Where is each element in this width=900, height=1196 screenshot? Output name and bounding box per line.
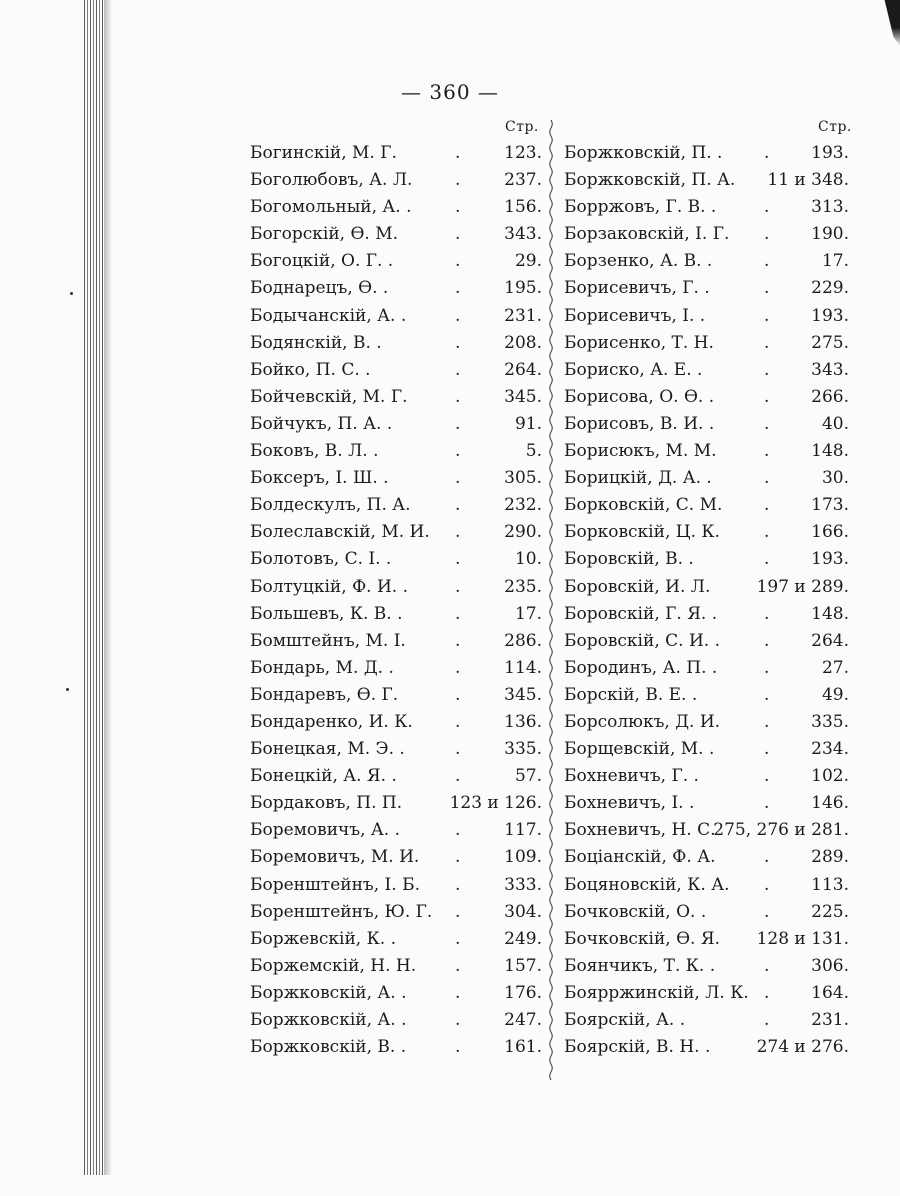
entry-page-number: 313. [811,197,849,218]
entry-page-number: 29. [514,251,542,272]
index-entry [250,736,542,763]
scan-corner-mark [878,0,900,46]
index-entry [564,357,849,384]
entry-page-number: 157. [504,955,542,976]
entry-page-number: 274 и 276. [756,1037,849,1058]
index-entry [564,980,849,1007]
entry-page-number: 333. [504,874,542,895]
index-entry [250,275,542,302]
entry-name: Борщевскій, М. . [564,739,715,760]
entry-page-number: 190. [811,224,849,245]
entry-leader-dot: . [764,441,770,462]
entry-name: Богорскій, Ѳ. М. [250,224,399,245]
index-entry [564,872,849,899]
entry-page-number: 231. [811,1010,849,1030]
entry-page-number: 235. [504,576,542,597]
entry-leader-dot: . [455,1037,461,1058]
index-entry [250,628,542,655]
entry-leader-dot: . [764,197,770,218]
entry-page-number: 156. [504,197,542,218]
entry-page-number: 237. [504,170,542,191]
left-column-header: Стр. [505,119,539,135]
entry-page-number: 345. [504,386,542,407]
entry-page-number: 148. [811,441,849,462]
entry-page-number: 109. [504,847,542,868]
index-entry [564,709,849,736]
entry-page-number: 264. [811,630,849,651]
entry-page-number: 117. [504,820,542,841]
entry-name: Боянчикъ, Т. К. . [564,955,716,976]
right-index-column [564,140,849,1061]
index-entry [250,844,542,871]
index-entry [564,438,849,465]
entry-name: Боровскій, С. И. . [564,630,720,651]
entry-leader-dot: . [764,143,770,163]
index-entry [564,1007,849,1034]
entry-leader-dot: . [764,793,770,814]
entry-page-number: 345. [504,684,542,705]
index-entry [564,303,849,330]
entry-name: Боровскій, И. Л. [564,576,711,597]
entry-page-number: 197 и 289. [756,576,849,597]
entry-page-number: 193. [811,549,849,570]
entry-page-number: 305. [504,468,542,489]
scan-speck [70,292,73,295]
entry-page-number: 343. [811,359,849,380]
entry-leader-dot: . [764,982,770,1003]
entry-leader-dot: . [455,901,461,922]
entry-name: Борковскій, С. М. [564,495,723,516]
entry-leader-dot: . [455,874,461,895]
entry-leader-dot: . [455,739,461,760]
entry-name: Боремовичъ, А. . [250,820,400,841]
entry-page-number: 30. [821,468,849,489]
entry-page-number: 102. [811,766,849,787]
index-entry [250,303,542,330]
entry-leader-dot: . [455,332,461,353]
entry-name: Боцяновскій, К. А. [564,874,730,895]
index-entry [250,872,542,899]
book-binding-edge [84,0,104,1175]
entry-page-number: 193. [811,143,849,163]
entry-leader-dot: . [764,522,770,543]
index-entry [564,221,849,248]
entry-leader-dot: . [455,495,461,516]
entry-leader-dot: . [764,657,770,678]
entry-page-number: 91. [514,413,542,434]
entry-name: Бомштейнъ, М. І. [250,630,406,651]
entry-name: Борисюкъ, М. М. [564,441,717,462]
entry-name: Бохневичъ, І. . [564,793,695,814]
entry-leader-dot: . [764,549,770,570]
entry-leader-dot: . [764,386,770,407]
page-number: — 360 — [401,80,499,104]
entry-page-number: 5. [525,441,542,462]
entry-name: Боржевскій, К. . [250,928,396,949]
entry-leader-dot: . [455,170,461,191]
entry-leader-dot: . [455,305,461,326]
entry-name: Боровскій, В. . [564,549,694,570]
entry-page-number: 335. [504,739,542,760]
column-divider [548,120,554,1080]
entry-name: Боржковскій, П. . [564,143,723,163]
entry-leader-dot: . [455,468,461,489]
entry-leader-dot: . [764,251,770,272]
entry-page-number: 193. [811,305,849,326]
index-entry [564,736,849,763]
entry-leader-dot: . [455,251,461,272]
index-entry [250,1034,542,1061]
entry-leader-dot: . [764,603,770,624]
entry-page-number: 123 и 126. [449,793,542,814]
entry-leader-dot: . [455,955,461,976]
index-entry [250,709,542,736]
index-entry [250,330,542,357]
entry-name: Боржковскій, В. . [250,1037,407,1058]
index-entry [250,926,542,953]
entry-page-number: 343. [504,224,542,245]
entry-page-number: 166. [811,522,849,543]
index-entry [250,546,542,573]
entry-name: Борзенко, А. В. . [564,251,713,272]
entry-name: Бойко, П. С. . [250,359,371,380]
index-entry [250,601,542,628]
entry-name: Борржовъ, Г. В. . [564,197,717,218]
entry-name: Бордаковъ, П. П. [250,793,403,814]
index-entry [250,790,542,817]
scan-speck [66,688,69,691]
entry-leader-dot: . [764,630,770,651]
entry-page-number: 229. [811,278,849,299]
entry-page-number: 49. [821,684,849,705]
entry-name: Боярскій, В. Н. . [564,1037,711,1058]
index-entry [564,574,849,601]
entry-page-number: 289. [811,847,849,868]
entry-leader-dot: . [455,224,461,245]
index-entry [250,763,542,790]
entry-leader-dot: . [455,441,461,462]
index-entry [250,221,542,248]
entry-name: Бориско, А. Е. . [564,359,703,380]
entry-leader-dot: . [455,522,461,543]
entry-leader-dot: . [764,224,770,245]
entry-page-number: 266. [811,386,849,407]
index-entry [250,899,542,926]
entry-name: Борисевичъ, Г. . [564,278,710,299]
entry-page-number: 304. [504,901,542,922]
entry-leader-dot: . [455,684,461,705]
entry-page-number: 161. [504,1037,542,1058]
entry-name: Богомольный, А. . [250,197,412,218]
entry-page-number: 57. [514,766,542,787]
entry-leader-dot: . [455,359,461,380]
entry-leader-dot: . [455,278,461,299]
entry-page-number: 128 и 131. [756,928,849,949]
entry-name: Боярржинскій, Л. К. [564,982,749,1003]
entry-name: Бодянскій, В. . [250,332,382,353]
index-entry [564,194,849,221]
entry-page-number: 114. [504,657,542,678]
entry-name: Болтуцкій, Ф. И. . [250,576,409,597]
index-entry [250,574,542,601]
entry-leader-dot: . [455,549,461,570]
entry-name: Боренштейнъ, Ю. Г. [250,901,433,922]
entry-leader-dot: . [455,657,461,678]
index-entry [250,980,542,1007]
entry-leader-dot: . [455,143,461,163]
entry-page-number: 231. [504,305,542,326]
index-entry [564,1034,849,1061]
entry-page-number: 136. [504,711,542,732]
entry-leader-dot: . [764,305,770,326]
index-entry [564,411,849,438]
index-entry [564,275,849,302]
index-entry [564,655,849,682]
entry-name: Боржемскій, Н. Н. [250,955,417,976]
entry-name: Бородинъ, А. П. . [564,657,718,678]
entry-leader-dot: . [764,711,770,732]
entry-name: Борисовъ, В. И. . [564,413,715,434]
entry-name: Боціанскій, Ф. А. [564,847,716,868]
index-entry [564,384,849,411]
entry-leader-dot: . [764,766,770,787]
entry-page-number: 40. [821,413,849,434]
index-entry [250,1007,542,1034]
entry-name: Боголюбовъ, А. Л. [250,170,413,191]
entry-name: Борсолюкъ, Д. И. [564,711,721,732]
entry-leader-dot: . [764,332,770,353]
entry-page-number: 208. [504,332,542,353]
entry-page-number: 247. [504,1010,542,1030]
binding-shadow [104,0,112,1175]
entry-name: Бодычанскій, А. . [250,305,407,326]
entry-leader-dot: . [764,359,770,380]
entry-leader-dot: . [764,413,770,434]
index-entry [564,492,849,519]
entry-name: Борскій, В. Е. . [564,684,698,705]
entry-page-number: 10. [514,549,542,570]
entry-leader-dot: . [455,603,461,624]
entry-page-number: 264. [504,359,542,380]
entry-name: Борзаковскій, І. Г. [564,224,730,245]
entry-name: Бойчукъ, П. А. . [250,413,393,434]
entry-leader-dot: . [764,847,770,868]
index-entry [250,953,542,980]
entry-name: Бохневичъ, Г. . [564,766,699,787]
entry-name: Бохневичъ, Н. С. [564,820,716,841]
index-entry [564,601,849,628]
index-entry [250,817,542,844]
index-entry [564,546,849,573]
entry-name: Болотовъ, С. І. . [250,549,392,570]
index-entry [250,411,542,438]
entry-leader-dot: . [455,711,461,732]
entry-page-number: 195. [504,278,542,299]
entry-page-number: 275, 276 и 281. [713,820,849,841]
entry-leader-dot: . [455,982,461,1003]
entry-name: Боксеръ, І. Ш. . [250,468,389,489]
entry-name: Боржковскій, А. . [250,1010,407,1030]
entry-leader-dot: . [455,766,461,787]
entry-name: Боярскій, А. . [564,1010,686,1030]
entry-name: Бочковскій, О. . [564,901,707,922]
index-entry [250,519,542,546]
entry-page-number: 17. [514,603,542,624]
entry-page-number: 290. [504,522,542,543]
entry-name: Борисевичъ, І. . [564,305,706,326]
entry-leader-dot: . [455,847,461,868]
entry-name: Бочковскій, Ѳ. Я. [564,928,720,949]
index-entry [250,194,542,221]
entry-leader-dot: . [764,684,770,705]
index-entry [564,790,849,817]
entry-name: Бонецкій, А. Я. . [250,766,397,787]
entry-page-number: 148. [811,603,849,624]
entry-leader-dot: . [455,386,461,407]
entry-page-number: 146. [811,793,849,814]
entry-name: Богинскій, М. Г. [250,143,397,163]
index-entry [250,140,542,167]
entry-page-number: 27. [821,657,849,678]
entry-page-number: 173. [811,495,849,516]
entry-name: Борковскій, Ц. К. [564,522,720,543]
index-entry [564,763,849,790]
entry-name: Боровскій, Г. Я. . [564,603,718,624]
left-index-column [250,140,542,1061]
entry-page-number: 11 и 348. [767,170,849,191]
index-entry [564,926,849,953]
index-entry [564,817,849,844]
entry-name: Борицкій, Д. А. . [564,468,712,489]
entry-name: Болдескулъ, П. А. [250,495,411,516]
index-entry [250,682,542,709]
entry-name: Боковъ, В. Л. . [250,441,379,462]
entry-leader-dot: . [455,413,461,434]
entry-page-number: 176. [504,982,542,1003]
index-entry [564,519,849,546]
index-entry [564,248,849,275]
entry-page-number: 306. [811,955,849,976]
index-entry [250,248,542,275]
entry-leader-dot: . [764,874,770,895]
index-entry [564,953,849,980]
entry-page-number: 232. [504,495,542,516]
entry-name: Боренштейнъ, І. Б. [250,874,420,895]
entry-name: Боремовичъ, М. И. [250,847,420,868]
entry-name: Богоцкій, О. Г. . [250,251,394,272]
entry-page-number: 225. [811,901,849,922]
entry-leader-dot: . [455,197,461,218]
entry-leader-dot: . [764,901,770,922]
index-entry [564,628,849,655]
index-entry [564,167,849,194]
entry-leader-dot: . [764,278,770,299]
entry-leader-dot: . [764,495,770,516]
entry-page-number: 123. [504,143,542,163]
entry-page-number: 17. [821,251,849,272]
index-entry [564,682,849,709]
index-entry [250,357,542,384]
entry-page-number: 286. [504,630,542,651]
index-entry [250,655,542,682]
entry-name: Бондарь, М. Д. . [250,657,394,678]
index-entry [250,492,542,519]
entry-name: Борисенко, Т. Н. [564,332,714,353]
entry-leader-dot: . [764,739,770,760]
entry-leader-dot: . [764,1010,770,1030]
entry-name: Болеславскій, М. И. [250,522,430,543]
entry-leader-dot: . [455,928,461,949]
entry-page-number: 164. [811,982,849,1003]
index-entry [564,899,849,926]
entry-name: Боржковскій, А. . [250,982,407,1003]
entry-name: Бойчевскій, М. Г. [250,386,408,407]
entry-page-number: 249. [504,928,542,949]
index-entry [564,844,849,871]
index-entry [250,465,542,492]
entry-leader-dot: . [455,820,461,841]
entry-name: Бондаревъ, Ѳ. Г. [250,684,399,705]
index-entry [564,330,849,357]
entry-leader-dot: . [455,630,461,651]
index-entry [250,167,542,194]
index-entry [250,384,542,411]
entry-leader-dot: . [455,576,461,597]
index-entry [250,438,542,465]
entry-page-number: 275. [811,332,849,353]
entry-page-number: 335. [811,711,849,732]
entry-name: Боржковскій, П. А. [564,170,736,191]
entry-name: Бондаренко, И. К. [250,711,413,732]
entry-page-number: 113. [811,874,849,895]
entry-leader-dot: . [764,468,770,489]
entry-name: Боднарецъ, Ѳ. . [250,278,389,299]
entry-name: Борисова, О. Ѳ. . [564,386,715,407]
right-column-header: Стр. [818,119,852,135]
entry-page-number: 234. [811,739,849,760]
index-entry [564,465,849,492]
entry-leader-dot: . [764,955,770,976]
index-entry [564,140,849,167]
entry-name: Большевъ, К. В. . [250,603,403,624]
entry-leader-dot: . [455,1010,461,1030]
entry-name: Бонецкая, М. Э. . [250,739,405,760]
